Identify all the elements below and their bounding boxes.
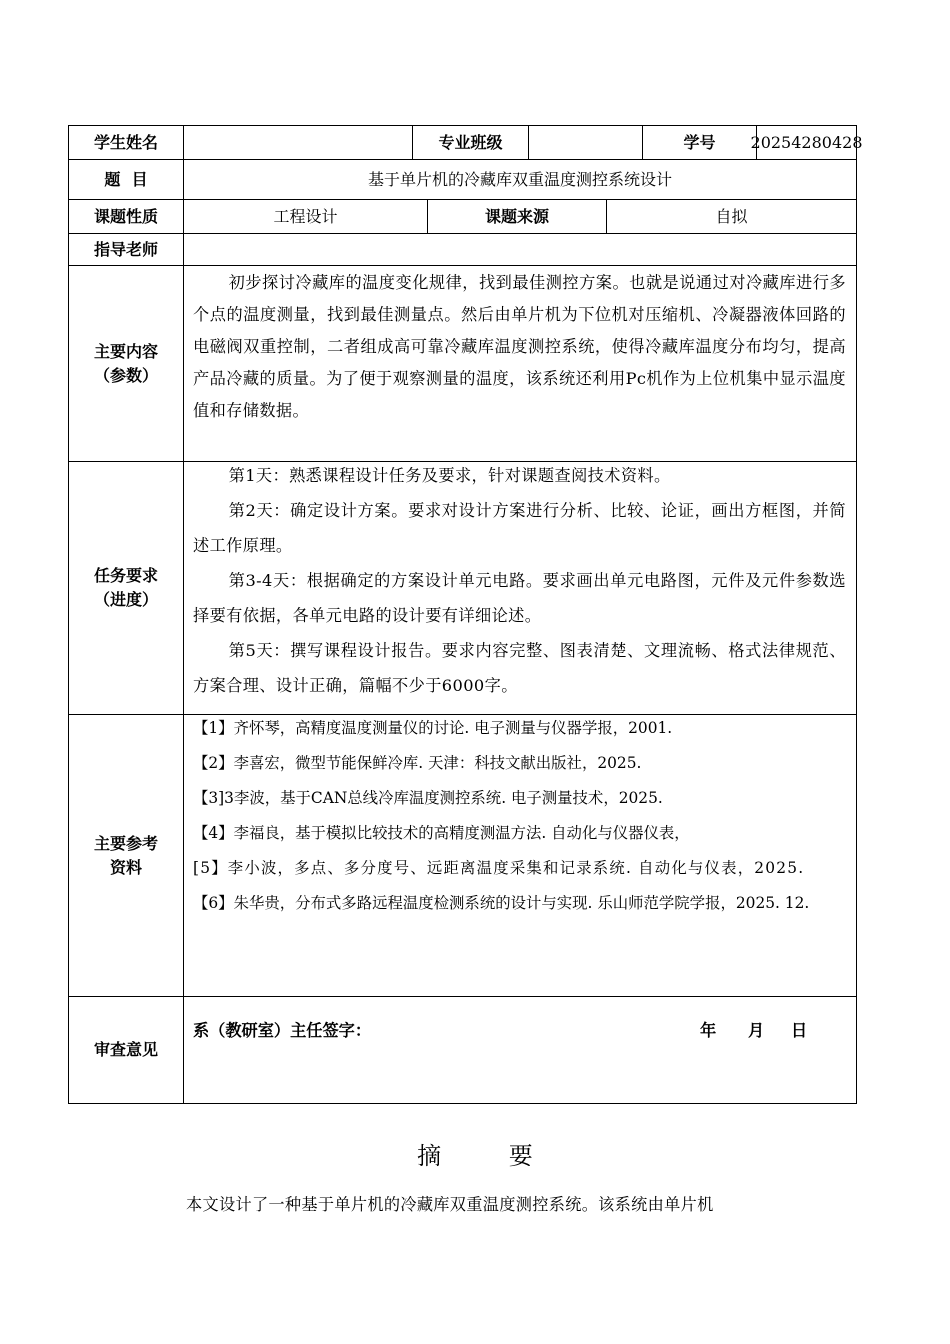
content-label-line2: （参数） — [93, 365, 158, 385]
abstract-first-line: 本文设计了一种基于单片机的冷藏库双重温度测控系统。该系统由单片机 — [186, 1195, 714, 1214]
nature-label: 课题性质 — [93, 206, 158, 226]
reference-item: [5】李小波，多点、多分度号、远距离温度采集和记录系统. 自动化与仪表，2025. — [193, 859, 805, 877]
student-info-row — [69, 126, 863, 159]
content-row — [69, 265, 856, 461]
content-text: 初步探讨冷藏库的温度变化规律，找到最佳测控方案。也就是说通过对冷藏库进行多个点的温度测量，找到最佳测量点。然后由单片机为下位机对压缩机、冷凝器液体回路的电磁阀双重控制，二者组成高可靠冷藏库温度测控系统，使得冷藏库温度分布均匀，提高产品冷藏的质量。为了便于观察测量的温度，该系统还利用Pc机作为上位机集中显示温度值和存储数据。 — [193, 273, 846, 420]
student-id-value: 20254280428 — [756, 126, 856, 159]
advisor-row — [69, 233, 856, 265]
task-item: 第5天：撰写课程设计报告。要求内容完整、图表清楚、文理流畅、格式法律规范、方案合理、设计正确，篇幅不少于6000字。 — [193, 641, 846, 695]
reference-item: 【3]3李波，基于CAN总线冷库温度测控系统. 电子测量技术，2025. — [193, 789, 663, 807]
topic-value: 基于单片机的冷藏库双重温度测控系统设计 — [183, 160, 856, 199]
task-item: 第1天：熟悉课程设计任务及要求，针对课题查阅技术资料。 — [228, 466, 671, 485]
content-label-line1: 主要内容 — [93, 341, 158, 361]
abstract-title: 摘 要 — [417, 1142, 563, 1170]
reference-item: 【6】朱华贵，分布式多路远程温度检测系统的设计与实现. 乐山师范学院学报，2025. 12. — [193, 894, 810, 912]
review-row — [69, 996, 856, 1103]
advisor-label: 指导老师 — [93, 239, 158, 259]
task-item: 第3-4天：根据确定的方案设计单元电路。要求画出单元电路图，元件及元件参数选择要有依据，各单元电路的设计要有详细论述。 — [193, 571, 846, 625]
references-list — [193, 711, 846, 921]
nature-value: 工程设计 — [183, 200, 427, 233]
student-id-label: 学号 — [642, 126, 756, 159]
topic-label: 题 目 — [104, 169, 148, 189]
review-area — [183, 997, 856, 1103]
reference-item: 【4】李福良，基于模拟比较技术的高精度测温方法. 自动化与仪器仪表， — [193, 824, 690, 842]
tasks-label-line2: （进度） — [93, 590, 158, 609]
task-item: 第2天：确定设计方案。要求对设计方案进行分析、比较、论证，画出方框图，并简述工作原理。 — [193, 501, 846, 555]
topic-row — [69, 159, 856, 199]
task-form-table — [68, 125, 863, 1104]
review-year-label: 年 — [700, 1021, 717, 1040]
tasks-label — [69, 462, 183, 714]
references-label-line2: 资料 — [109, 857, 142, 877]
student-name-label: 学生姓名 — [93, 132, 158, 152]
tasks-label-line1: 任务要求 — [93, 566, 158, 585]
content-label — [69, 266, 183, 461]
review-month-label: 月 — [748, 1021, 765, 1040]
content-text-block — [193, 267, 846, 427]
major-class-value — [528, 126, 642, 159]
review-day-label: 日 — [791, 1021, 808, 1040]
nature-row — [69, 199, 856, 233]
tasks-text-block — [193, 458, 846, 703]
source-label: 课题来源 — [427, 200, 606, 233]
director-signature-label: 系（教研室）主任签字： — [193, 1021, 372, 1040]
references-label-line1: 主要参考 — [93, 833, 158, 853]
source-value: 自拟 — [606, 200, 856, 233]
student-name-value — [183, 126, 412, 159]
reference-item: 【2】李喜宏，微型节能保鲜冷库. 天津：科技文献出版社，2025. — [193, 754, 642, 772]
advisor-value — [183, 234, 856, 265]
references-label — [69, 715, 183, 996]
tasks-row — [69, 461, 856, 714]
major-class-label: 专业班级 — [412, 126, 528, 159]
references-row — [69, 714, 856, 996]
reference-item: 【1】齐怀琴，高精度温度测量仪的讨论. 电子测量与仪器学报，2001. — [193, 719, 673, 737]
review-label: 审查意见 — [93, 1040, 158, 1059]
